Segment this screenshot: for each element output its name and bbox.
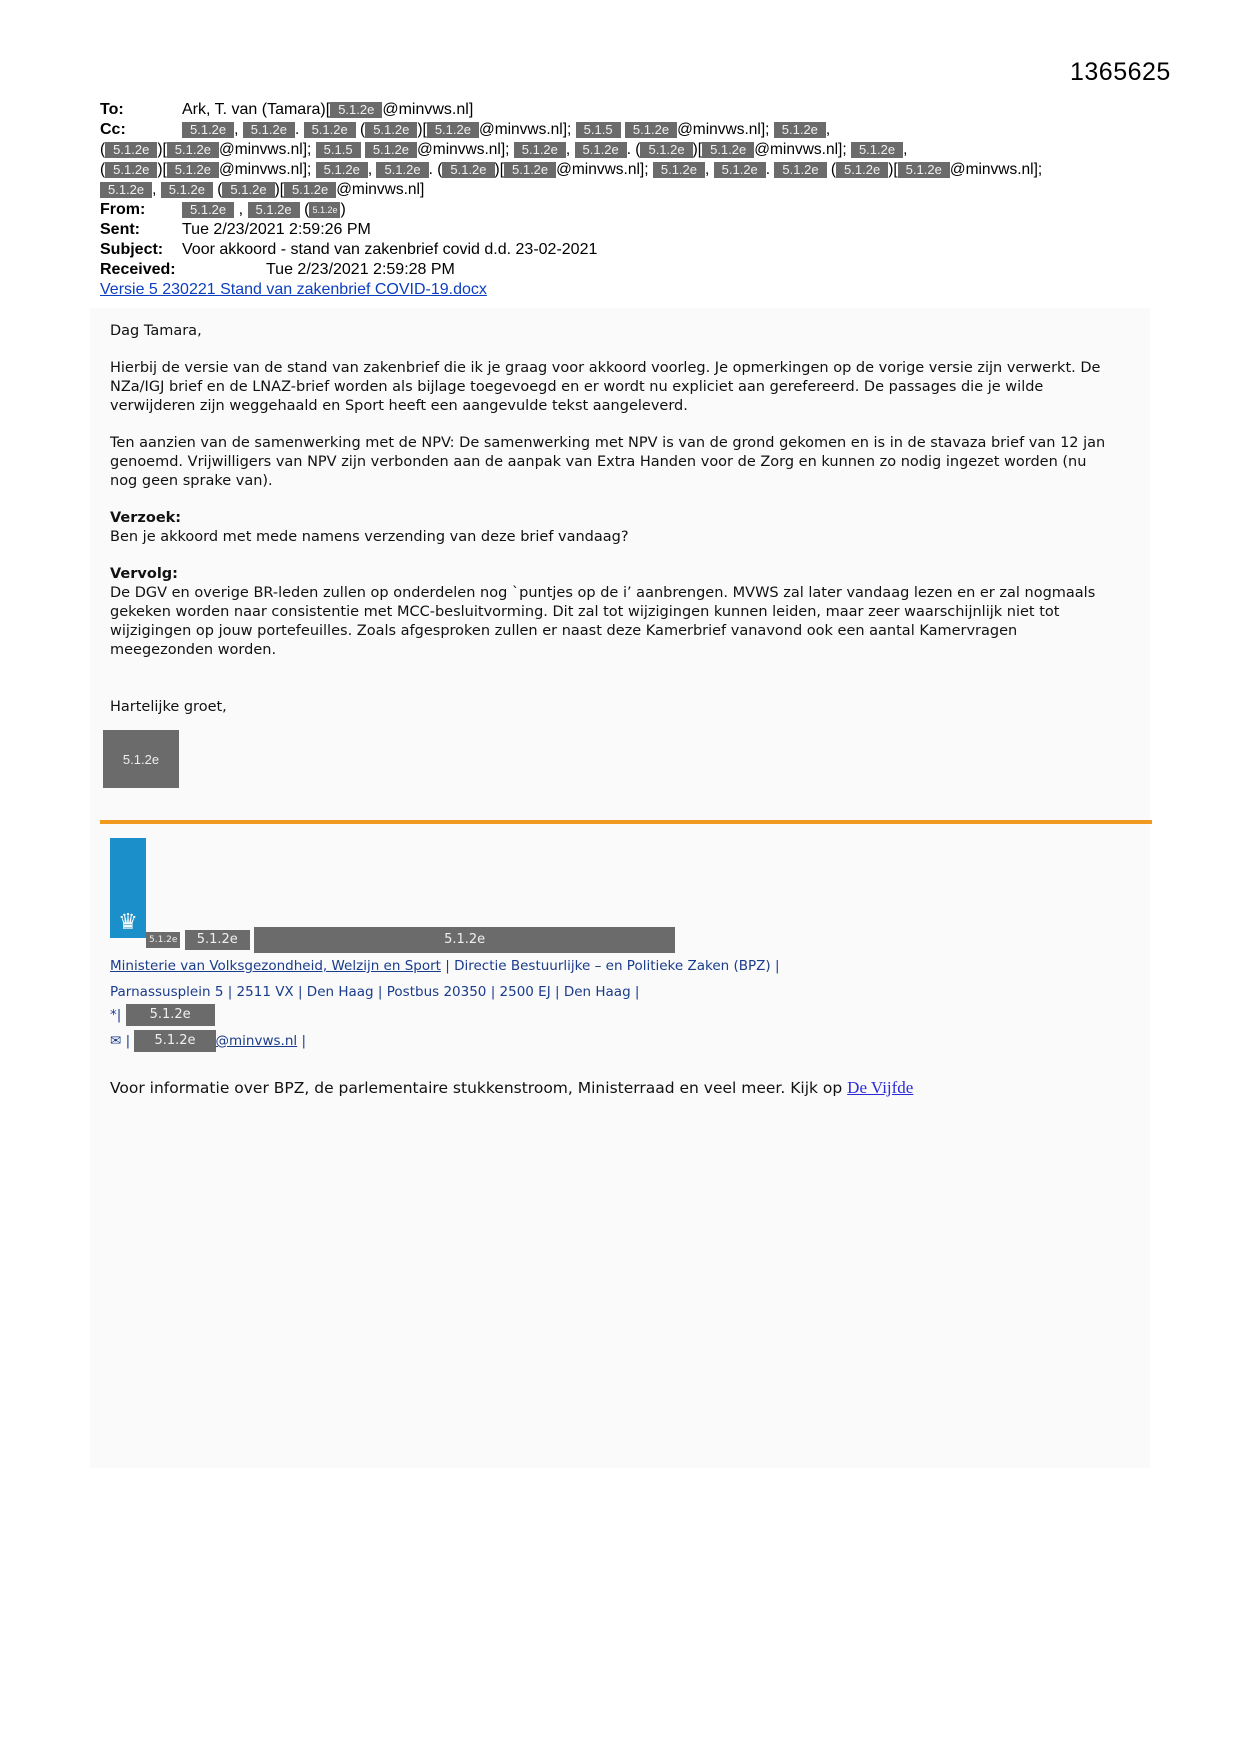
to-row — [100, 100, 1140, 120]
redaction: 5.1.2e — [376, 162, 428, 178]
department: | Directie Bestuurlijke – en Politieke Zaken (BPZ) | — [440, 958, 780, 974]
signature-address: Parnassusplein 5 | 2511 VX | Den Haag | Postbus 20350 | 2500 EJ | Den Haag | — [110, 984, 640, 1000]
cc-separator: )[ — [494, 161, 504, 178]
paragraph-2: Ten aanzien van de samenwerking met de NPV: De samenwerking met NPV is van de grond gekomen en is in de stavaza brief van 12 jan genoemd. Vrijwilligers van NPV zijn verbonden aan de aanpak van Extra Handen voor de Zorg en kunnen zo nodig ingezet worden (nu nog geen sprake van). — [110, 435, 1106, 489]
cc-label: Cc: — [100, 121, 126, 138]
signature-phone — [110, 1004, 215, 1026]
signature-name-row — [110, 927, 675, 953]
de-vijfde-link[interactable]: De Vijfde — [847, 1078, 914, 1097]
redaction: 5.1.2e — [100, 182, 152, 198]
redaction: 5.1.2e — [146, 932, 180, 948]
redaction: 5.1.2e — [625, 122, 677, 138]
to-label: To: — [100, 101, 124, 118]
signature-email: ✉ | 5.1.2e @minvws.nl | — [110, 1030, 306, 1052]
cc-separator: @minvws.nl]; — [754, 141, 851, 158]
mail-icon: ✉ | — [110, 1033, 131, 1049]
subject-value: Voor akkoord - stand van zakenbrief covid d.d. 23-02-2021 — [182, 241, 598, 258]
cc-separator: , — [705, 161, 714, 178]
redaction: 5.1.2e — [248, 202, 300, 218]
cc-separator: , — [367, 161, 377, 178]
verzoek-heading: Verzoek: — [110, 510, 182, 526]
cc-separator: @minvws.nl] — [336, 181, 425, 198]
redaction: 5.1.2e — [222, 182, 274, 198]
signature-divider — [100, 820, 1152, 824]
redaction: 5.1.2e — [504, 162, 556, 178]
document-number: 1365625 — [1070, 58, 1171, 86]
redaction: 5.1.2e — [774, 122, 826, 138]
redaction: 5.1.2e — [185, 930, 250, 950]
cc-separator: @minvws.nl]; — [218, 141, 316, 158]
redaction: 5.1.2e — [167, 162, 219, 178]
redaction: 5.1.2e — [330, 102, 382, 118]
cc-separator: , — [825, 121, 831, 138]
cc-separator: @minvws.nl]; — [556, 161, 653, 178]
footer-text: Voor informatie over BPZ, de parlementaire stukkenstroom, Ministerraad en veel meer. Kijk op De Vijfde — [110, 1078, 914, 1097]
cc-separator: ( — [100, 161, 106, 178]
cc-row — [100, 120, 1140, 140]
vervolg-heading: Vervolg: — [110, 566, 178, 582]
cc-line-3 — [100, 160, 1140, 180]
from-row: From: 5.1.2e , 5.1.2e ( 5.1.2e ) — [100, 201, 346, 218]
cc-separator: ( — [355, 121, 366, 138]
redaction: 5.1.5 — [576, 122, 621, 138]
redaction: 5.1.2e — [640, 142, 692, 158]
redaction: 5.1.2e — [653, 162, 705, 178]
cc-separator: )[ — [274, 181, 285, 198]
to-name: Ark, T. van (Tamara)[ — [182, 101, 331, 118]
cc-separator: , — [152, 181, 161, 198]
subject-row — [100, 240, 1140, 260]
greeting: Dag Tamara, — [110, 323, 202, 339]
email-link[interactable]: @minvws.nl — [215, 1033, 298, 1049]
signature-ministry — [110, 958, 780, 974]
redaction: 5.1.2e — [575, 142, 627, 158]
redaction: 5.1.2e — [167, 142, 219, 158]
cc-separator: @minvws.nl]; — [218, 161, 316, 178]
cc-separator: @minvws.nl]; — [949, 161, 1043, 178]
from-label: From: — [100, 201, 146, 218]
attachment-link[interactable]: Versie 5 230221 Stand van zakenbrief COVID-19.docx — [100, 281, 487, 298]
cc-separator: )[ — [888, 161, 898, 178]
cc-separator: @minvws.nl]; — [478, 121, 576, 138]
ministry-link[interactable]: Ministerie van Volksgezondheid, Welzijn en Sport — [110, 958, 441, 974]
redaction: 5.1.2e — [365, 122, 417, 138]
sent-value: Tue 2/23/2021 2:59:26 PM — [182, 221, 371, 238]
sent-row — [100, 220, 1140, 240]
cc-separator: . ( — [428, 161, 443, 178]
crest-icon: ♛ — [118, 909, 138, 934]
redaction: 5.1.2e — [427, 122, 479, 138]
to-domain: @minvws.nl] — [382, 101, 474, 118]
redaction: 5.1.2e — [182, 122, 234, 138]
redaction: 5.1.2e — [254, 927, 675, 953]
received-row — [100, 260, 1140, 280]
cc-line-1 — [182, 120, 1140, 140]
redaction: 5.1.2e — [243, 122, 295, 138]
redaction: 5.1.5 — [316, 142, 361, 158]
cc-separator: , — [903, 141, 908, 158]
received-value: Tue 2/23/2021 2:59:28 PM — [266, 261, 455, 278]
redaction: 5.1.2e — [161, 182, 213, 198]
vervolg-text: De DGV en overige BR-leden zullen op onderdelen nog `puntjes op de i’ aanbrengen. MVWS zal later vandaag lezen en er zal nogmaals gekeken worden naar consistentie met MCC-besluitvorming. Dit zal tot wijzigingen kunnen leiden, maar zeer waarschijnlijk niet tot wijzigingen op jouw portefeuilles. Zoals afgesproken zullen er naast deze Kamerbrief vanavond ook een aantal Kamervragen meegezonden worden. — [110, 585, 1096, 658]
redaction: 5.1.2e — [514, 142, 566, 158]
cc-separator: . — [294, 121, 304, 138]
redaction: 5.1.2e — [182, 202, 234, 218]
cc-separator: )[ — [157, 161, 167, 178]
redaction: 5.1.2e — [836, 162, 888, 178]
cc-separator: ( — [100, 141, 106, 158]
cc-line-2 — [100, 140, 1140, 160]
redaction: 5.1.2e — [714, 162, 766, 178]
cc-separator: . — [765, 161, 775, 178]
cc-separator: ( — [826, 161, 837, 178]
phone-icon: *| — [110, 1007, 122, 1023]
redaction: 5.1.2e — [702, 142, 754, 158]
redaction: 5.1.2e — [105, 162, 157, 178]
redaction: 5.1.2e — [851, 142, 903, 158]
redaction: 5.1.2e — [304, 122, 356, 138]
cc-separator: @minvws.nl]; — [417, 141, 514, 158]
verzoek-text: Ben je akkoord met mede namens verzending van deze brief vandaag? — [110, 529, 629, 545]
closing: Hartelijke groet, — [110, 699, 227, 715]
cc-separator: . ( — [626, 141, 641, 158]
redaction: 5.1.2e — [774, 162, 826, 178]
redaction: 5.1.2e — [284, 182, 336, 198]
subject-label: Subject: — [100, 241, 164, 258]
redaction: 5.1.2e — [898, 162, 950, 178]
redaction: 5.1.2e — [105, 142, 157, 158]
redaction: 5.1.2e — [126, 1004, 215, 1026]
cc-separator: )[ — [692, 141, 703, 158]
sent-label: Sent: — [100, 221, 140, 238]
cc-separator: , — [234, 121, 243, 138]
redaction: 5.1.2e — [316, 162, 368, 178]
email-header — [100, 100, 1140, 300]
cc-separator: )[ — [417, 121, 427, 138]
cc-separator: )[ — [157, 141, 167, 158]
redaction: 5.1.2e — [442, 162, 494, 178]
redaction: 5.1.2e — [134, 1030, 215, 1052]
cc-separator: ( — [212, 181, 223, 198]
redaction: 5.1.2e — [309, 202, 340, 218]
signature-redaction: 5.1.2e — [103, 730, 179, 788]
paragraph-1: Hierbij de versie van de stand van zakenbrief die ik je graag voor akkoord voorleg. Je opmerkingen op de vorige versie zijn verwerkt. De NZa/IGJ brief en de LNAZ-brief worden als bijlage toegevoegd en er wordt nu expliciet aan gerefereerd. De passages die je wilde verwijderen zijn weggehaald en Sport heeft een aangevulde tekst aangeleverd. — [110, 360, 1101, 414]
cc-separator: , — [565, 141, 575, 158]
cc-line-4 — [100, 180, 1140, 200]
cc-separator: @minvws.nl]; — [677, 121, 774, 138]
received-label: Received: — [100, 261, 176, 278]
redaction: 5.1.2e — [365, 142, 417, 158]
email-body — [110, 322, 1110, 735]
